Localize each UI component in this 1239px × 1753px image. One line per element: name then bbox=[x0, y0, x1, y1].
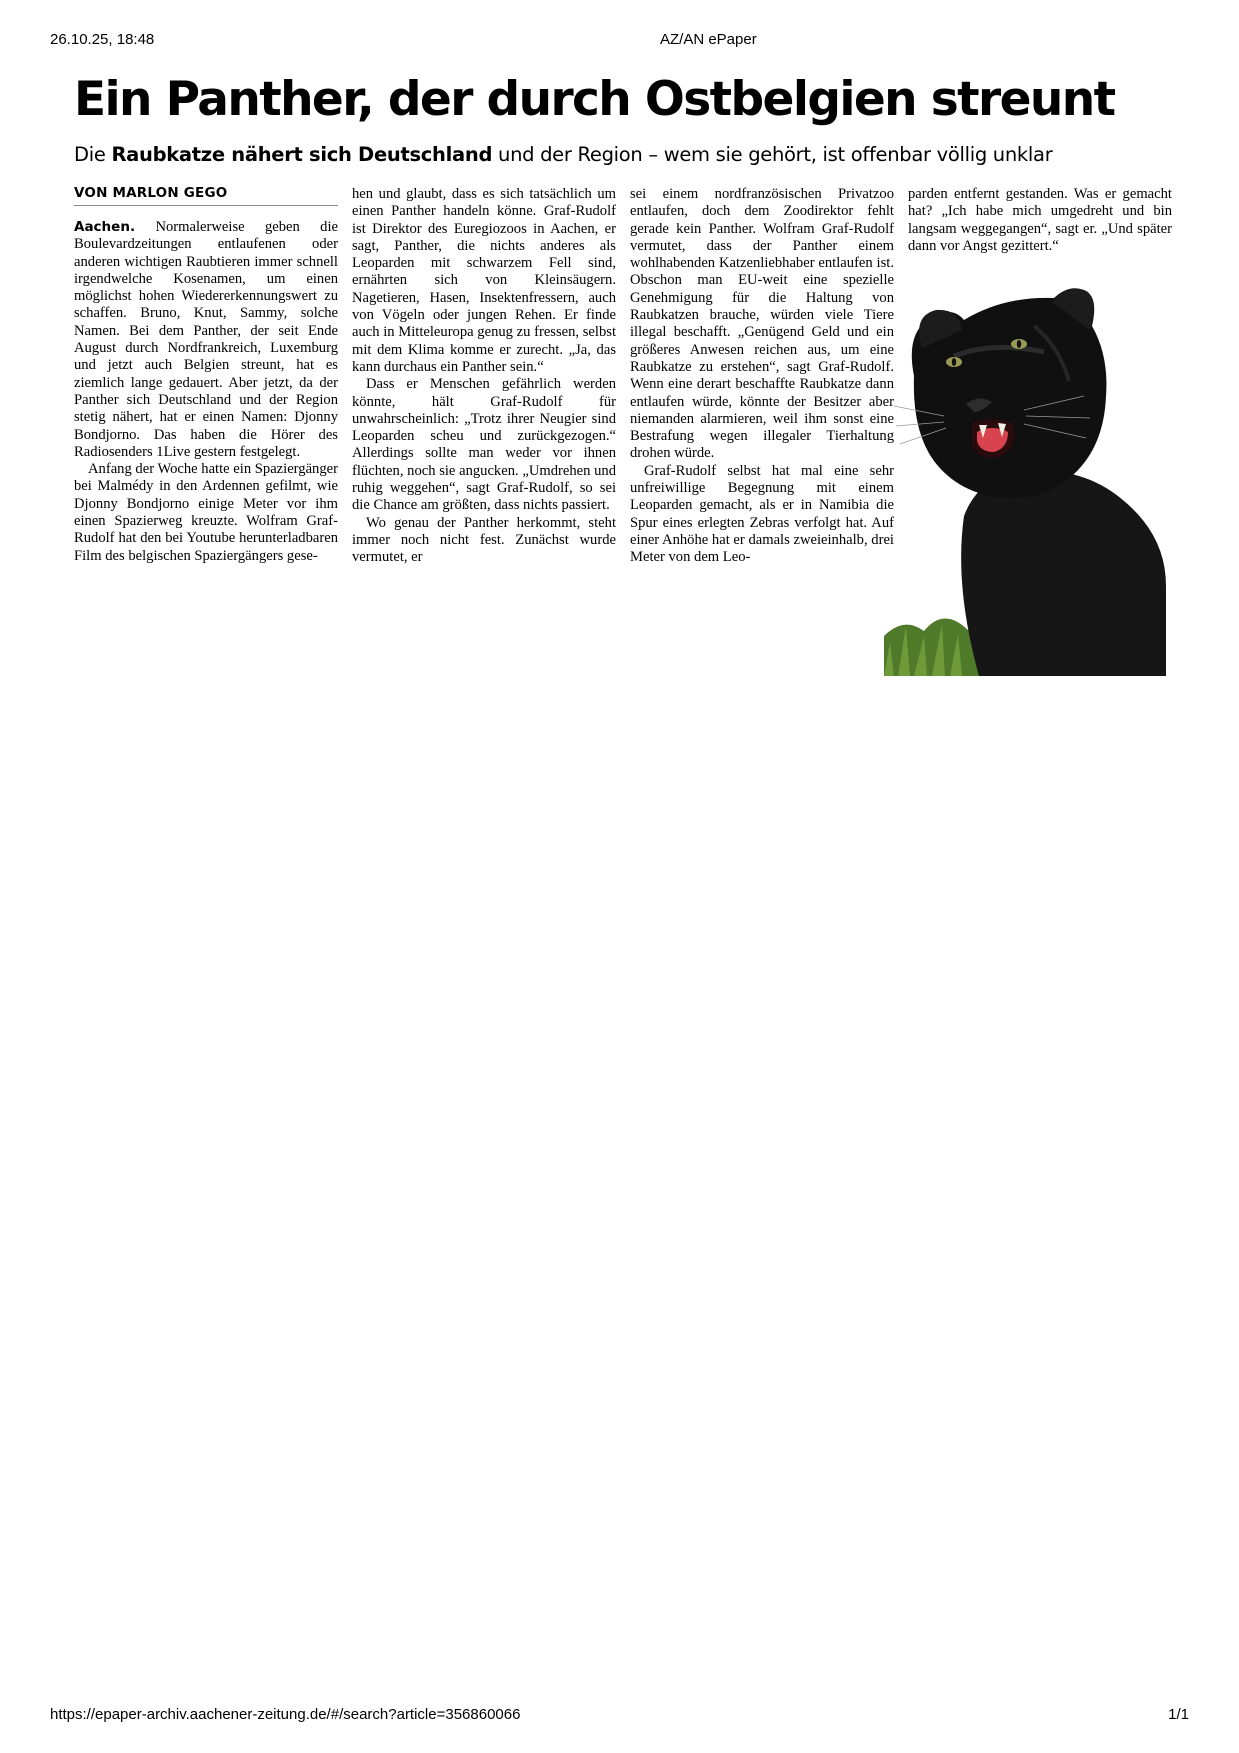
subhead-text-start: Die bbox=[74, 143, 112, 166]
paragraph bbox=[74, 219, 338, 461]
panther-photo bbox=[884, 286, 1166, 676]
paragraph: sei einem nordfranzösischen Privatzoo entlaufen, doch dem Zoodirektor fehlt gerade kein Panther. Wolfram Graf-Rudolf vermutet, dass der Panther einem wohlhabenden Katzenliebhaber entlaufen ist. Obschon man EU-weit eine spezielle Genehmigung für die Haltung von Raubkatzen brauche, würden viele Tiere illegal beschafft. „Genügend Geld und ein größeres Anwesen reichen aus, um eine Raubkatze zu erstehen“, sagt Graf-Rudolf. Wenn eine derart beschaffte Raubkatze dann entlaufen würde, könnte der Besitzer aber niemanden alarmieren, weil ihm sonst eine Bestrafung wegen illegaler Tierhaltung drohen würde. bbox=[630, 186, 894, 462]
print-footer bbox=[50, 1706, 1189, 1726]
paragraph: Anfang der Woche hatte ein Spaziergänger bei Malmédy in den Ardennen gefilmt, wie Djonny Bondjorno einige Meter vor ihm einen Spazierweg kreuzte. Wolfram Graf-Rudolf hat den bei Youtube herunterladbaren Film des belgischen Spaziergängers gese- bbox=[74, 461, 338, 564]
paragraph: Wo genau der Panther herkommt, steht immer noch nicht fest. Zunächst wurde vermutet, er bbox=[352, 514, 616, 566]
article-subhead bbox=[74, 142, 1052, 168]
article-column-2 bbox=[352, 186, 616, 567]
paragraph: hen und glaubt, dass es sich tatsächlich um einen Panther handeln könne. Graf-Rudolf ist Direktor des Euregiozoos in Aachen, er sagt, Panther, die nichts anderes als Leoparden mit schwarzem Fell sind, ernährten sich von Kleinsäugern. Nagetieren, Hasen, Insektenfressern, auch von Vögeln oder jungen Rehen. Er finde auch in Mitteleuropa genug zu fressen, selbst mit dem Klima komme er zurecht. „Ja, das kann durchaus ein Panther sein.“ bbox=[352, 186, 616, 375]
article-headline: Ein Panther, der durch Ostbelgien streunt bbox=[74, 72, 1115, 127]
print-page-number: 1/1 bbox=[1168, 1706, 1189, 1723]
paragraph: Dass er Menschen gefährlich werden könnte, hält Graf-Rudolf für unwahrscheinlich: „Trotz ihrer Neugier sind Leoparden scheu und zurückgezogen.“ Allerdings sollte man weder vor ihnen flüchten, noch sie angucken. „Umdrehen und ruhig weggehen“, sagt Graf-Rudolf, so sei die Chance am größten, dass nichts passiert. bbox=[352, 376, 616, 514]
dateline: Aachen. bbox=[74, 219, 136, 235]
article-column-4 bbox=[908, 186, 1172, 255]
article-column-1 bbox=[74, 184, 338, 565]
print-date: 26.10.25, 18:48 bbox=[50, 31, 155, 48]
black-panther-icon bbox=[884, 286, 1166, 676]
article-column-3 bbox=[630, 186, 894, 567]
paragraph-text: Normalerweise geben die Boulevardzeitungen entlaufenen oder anderen wichtigen Raubtieren immer schnell irgendwelche Kosenamen, um einen möglichst hohen Wiedererkennungswert zu schaffen. Bruno, Knut, Sammy, solche Namen. Bei dem Panther, der seit Ende August durch Nordfrankreich, Luxemburg und jetzt auch Belgien streunt, hat es ziemlich lange gedauert. Aber jetzt, da der Panther sich Deutschland und der Region stetig nähert, hat er einen Namen: Djonny Bondjorno. Das haben die Hörer des Radiosenders 1Live gestern festgelegt. bbox=[74, 219, 338, 460]
subhead-bold: Raubkatze nähert sich Deutschland bbox=[111, 143, 493, 166]
print-site-title: AZ/AN ePaper bbox=[660, 31, 757, 48]
subhead-text-end: und der Region – wem sie gehört, ist offenbar völlig unklar bbox=[492, 143, 1053, 166]
newspaper-article bbox=[74, 70, 1180, 690]
print-url: https://epaper-archiv.aachener-zeitung.de/#/search?article=356860066 bbox=[50, 1706, 521, 1723]
byline: VON MARLON GEGO bbox=[74, 184, 338, 206]
paragraph: Graf-Rudolf selbst hat mal eine sehr unfreiwillige Begegnung mit einem Leoparden gemacht, als er in Namibia die Spur eines erlegten Zebras verfolgt hat. Auf einer Anhöhe hat er damals zweieinhalb, drei Meter von dem Leo- bbox=[630, 462, 894, 566]
paragraph: parden entfernt gestanden. Was er gemacht hat? „Ich habe mich umgedreht und bin langsam weggegangen“, sagt er. „Und später dann vor Angst gezittert.“ bbox=[908, 186, 1172, 254]
print-header bbox=[50, 31, 1189, 51]
